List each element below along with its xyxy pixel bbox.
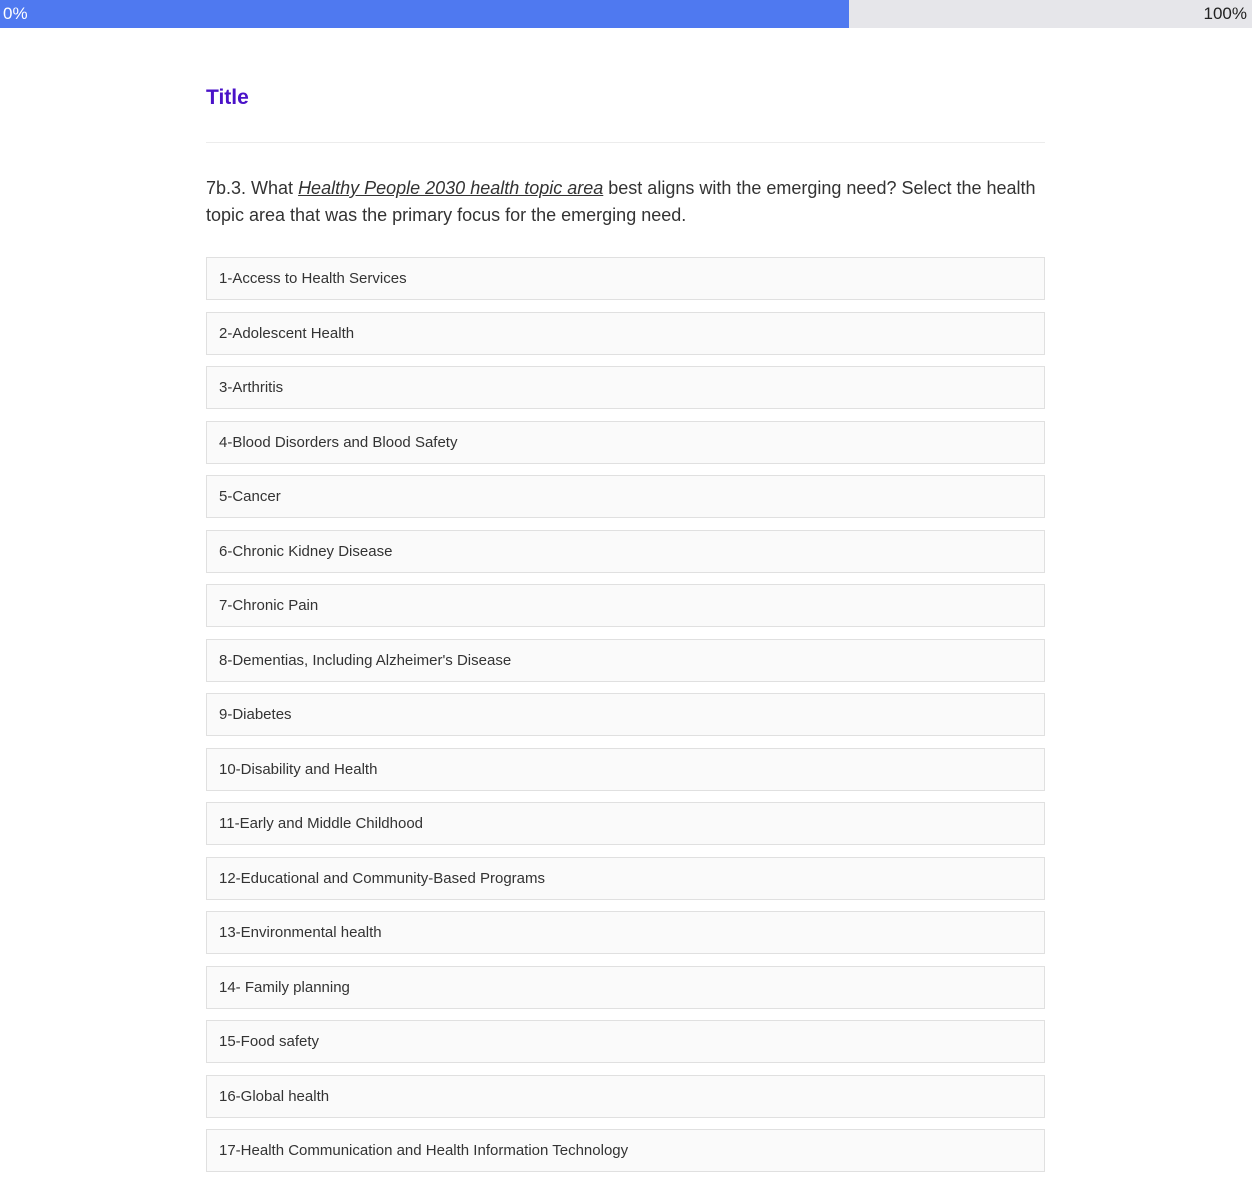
choice-option[interactable]: 1-Access to Health Services <box>206 257 1045 300</box>
choice-option[interactable]: 4-Blood Disorders and Blood Safety <box>206 421 1045 464</box>
title-divider <box>206 142 1045 143</box>
choice-option[interactable]: 6-Chronic Kidney Disease <box>206 530 1045 573</box>
question-emphasis: Healthy People 2030 health topic area <box>298 178 604 198</box>
progress-start-label: 0% <box>3 4 28 23</box>
question-suffix: best aligns with the emerging need? Select the health topic area that was the primary focus for the emerging need. <box>206 178 1036 225</box>
choice-option[interactable]: 9-Diabetes <box>206 693 1045 736</box>
choice-option[interactable]: 8-Dementias, Including Alzheimer's Disease <box>206 639 1045 682</box>
choice-option[interactable]: 7-Chronic Pain <box>206 584 1045 627</box>
choice-option[interactable]: 16-Global health <box>206 1075 1045 1118</box>
survey-title: Title <box>206 86 249 109</box>
progress-bar <box>0 0 1252 28</box>
progress-end-label: 100% <box>1203 4 1247 23</box>
question-text <box>206 175 1045 229</box>
survey-content <box>206 28 1045 1177</box>
choice-option[interactable]: 13-Environmental health <box>206 911 1045 954</box>
question-prefix: 7b.3. What <box>206 178 299 198</box>
choice-option[interactable]: 15-Food safety <box>206 1020 1045 1063</box>
choice-option[interactable]: 5-Cancer <box>206 475 1045 518</box>
choice-list <box>206 257 1045 1172</box>
choice-option[interactable]: 17-Health Communication and Health Information Technology <box>206 1129 1045 1172</box>
choice-option[interactable]: 14- Family planning <box>206 966 1045 1009</box>
choice-option[interactable]: 2-Adolescent Health <box>206 312 1045 355</box>
choice-option[interactable]: 10-Disability and Health <box>206 748 1045 791</box>
choice-option[interactable]: 11-Early and Middle Childhood <box>206 802 1045 845</box>
progress-bar-fill <box>0 0 849 28</box>
choice-option[interactable]: 12-Educational and Community-Based Programs <box>206 857 1045 900</box>
choice-option[interactable]: 3-Arthritis <box>206 366 1045 409</box>
